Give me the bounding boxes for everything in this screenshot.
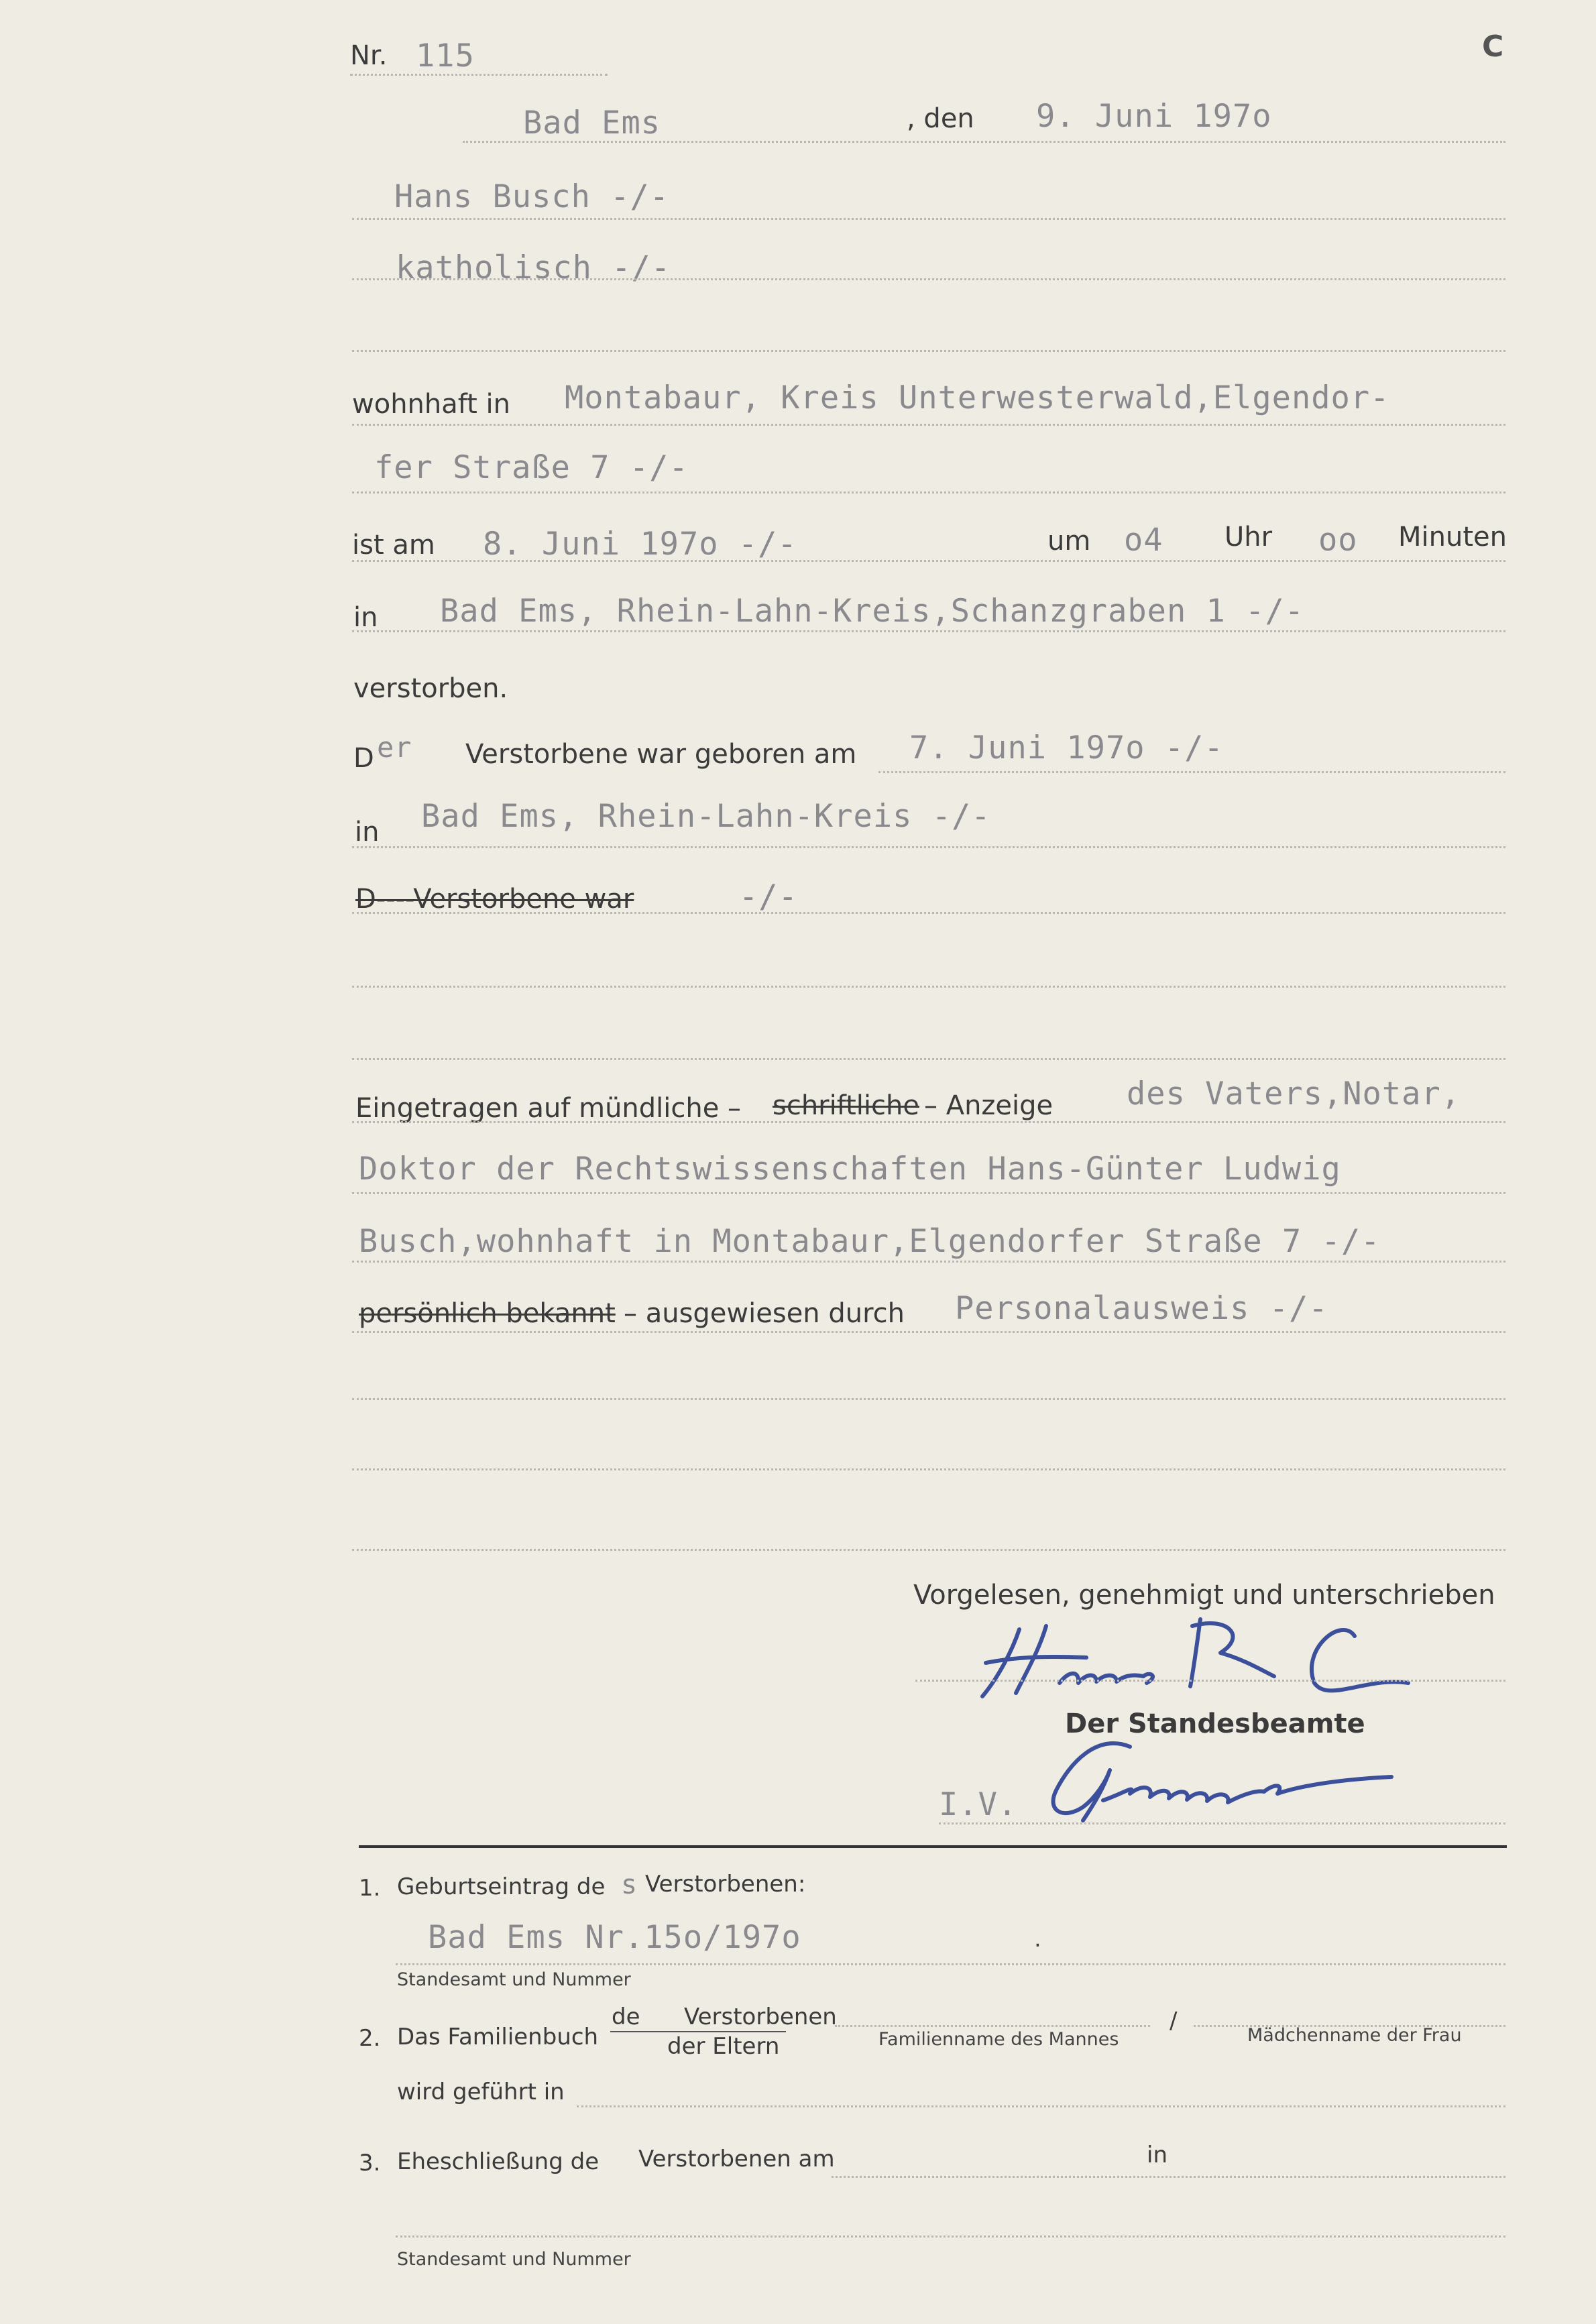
- birth-d-label: D: [353, 743, 374, 774]
- footer-item1-value: Bad Ems Nr.15o/197o: [428, 1919, 801, 1956]
- entry-label-end: – Anzeige: [924, 1090, 1053, 1121]
- known-struck: persönlich bekannt: [359, 1298, 616, 1329]
- standesamt-label-2: Standesamt und Nummer: [397, 2249, 631, 2270]
- header-place: Bad Ems: [523, 105, 661, 141]
- footer-item2-number: 2.: [359, 2025, 381, 2052]
- nr-value: 115: [416, 38, 475, 74]
- official-label: Der Standesbeamte: [1065, 1708, 1365, 1739]
- entry-line-3-rule: [352, 1261, 1505, 1263]
- blank-line-5: [352, 1468, 1505, 1470]
- death-in-label: in: [353, 602, 378, 633]
- ist-am-label: ist am: [352, 530, 435, 561]
- footer-item1-label-b: Verstorbenen:: [645, 1871, 806, 1898]
- birth-place: Bad Ems, Rhein-Lahn-Kreis -/-: [421, 798, 991, 835]
- entry-line-3: Busch,wohnhaft in Montabaur,Elgendorfer Straße 7 -/-: [359, 1223, 1381, 1260]
- birth-in-label: in: [355, 817, 380, 848]
- verstorben-label: verstorben.: [353, 673, 508, 704]
- footer-item2-line-b: [1194, 2025, 1505, 2027]
- entry-line-2-rule: [352, 1192, 1505, 1194]
- uhr-label: Uhr: [1224, 522, 1273, 553]
- blank-line-1: [352, 350, 1505, 352]
- corner-letter: C: [1482, 30, 1504, 64]
- signature-line-1: [915, 1680, 1505, 1682]
- minuten-label: Minuten: [1398, 522, 1507, 553]
- blank-line-3: [352, 1058, 1505, 1060]
- footer-item3-label: Eheschließung de: [397, 2148, 600, 2175]
- person-religion: katholisch -/-: [396, 249, 671, 286]
- signature-gemmer: [1043, 1730, 1405, 1824]
- address-line-1-rule: [352, 424, 1505, 426]
- footer-item3-in: in: [1147, 2142, 1167, 2168]
- footer-item1-line: [396, 1963, 1505, 1965]
- entry-line-1-rule: [352, 1121, 1505, 1123]
- footer-item2-slash: /: [1170, 2008, 1178, 2034]
- entry-label-start: Eingetragen auf mündliche –: [355, 1093, 742, 1124]
- id-document-line: [352, 1331, 1505, 1333]
- footer-item2-mann: Familienname des Mannes: [878, 2029, 1119, 2050]
- birth-date-line: [878, 771, 1505, 773]
- entry-line-2: Doktor der Rechtswissenschaften Hans-Günter Ludwig: [359, 1151, 1341, 1187]
- footer-item3-line-b: [396, 2235, 1505, 2238]
- header-date: 9. Juni 197o: [1036, 98, 1272, 135]
- person-name: Hans Busch -/-: [394, 178, 670, 215]
- footer-item1-dot: .: [1034, 1926, 1041, 1953]
- standesamt-label-1: Standesamt und Nummer: [397, 1969, 631, 1990]
- footer-item2-eltern: der Eltern: [667, 2033, 780, 2060]
- religion-line: [352, 278, 1505, 280]
- section-divider: [359, 1845, 1507, 1848]
- footer-item1-number: 1.: [359, 1875, 381, 1902]
- den-label: , den: [907, 103, 974, 134]
- read-approved-label: Vorgelesen, genehmigt und unterschrieben: [913, 1580, 1495, 1611]
- id-document: Personalausweis -/-: [955, 1290, 1328, 1327]
- iv-label: I.V.: [939, 1786, 1018, 1823]
- blank-line-6: [352, 1549, 1505, 1551]
- footer-item2-gefuehrt: wird geführt in: [397, 2079, 565, 2105]
- footer-item2-label: Das Familienbuch: [397, 2024, 599, 2050]
- name-line: [352, 218, 1505, 220]
- address-line-2-rule: [352, 491, 1505, 493]
- death-place-line: [352, 630, 1505, 632]
- footer-item3-line: [832, 2176, 1505, 2178]
- death-date: 8. Juni 197o -/-: [483, 526, 797, 563]
- death-minute: oo: [1318, 522, 1358, 559]
- struck-verstorbene-line: D----Verstorbene war: [355, 884, 634, 915]
- address-line-1: Montabaur, Kreis Unterwesterwald,Elgendor-: [565, 380, 1390, 416]
- entry-line-1: des Vaters,Notar,: [1127, 1076, 1461, 1112]
- wohnhaft-label: wohnhaft in: [352, 389, 510, 420]
- birth-text-label: Verstorbene war geboren am: [465, 739, 857, 770]
- signature-line-2: [939, 1822, 1505, 1824]
- footer-item2-verstorbenen: Verstorbenen: [684, 2003, 837, 2030]
- footer-item2-line-a: [835, 2025, 1150, 2027]
- blank-line-2: [352, 986, 1505, 988]
- birth-place-line: [352, 846, 1505, 848]
- nr-label: Nr.: [350, 40, 388, 71]
- death-hour: o4: [1124, 522, 1163, 559]
- footer-item1-label-a: Geburtseintrag de: [397, 1873, 606, 1900]
- blank-line-4: [352, 1398, 1505, 1400]
- known-label: – ausgewiesen durch: [624, 1298, 905, 1329]
- footer-item3-number: 3.: [359, 2150, 381, 2176]
- footer-item3-verstorbenen: Verstorbenen am: [638, 2146, 835, 2172]
- footer-item1-label-s: s: [621, 1869, 638, 1900]
- address-line-2: fer Straße 7 -/-: [374, 449, 689, 486]
- footer-item2-frau: Mädchenname der Frau: [1247, 2025, 1462, 2046]
- um-label: um: [1047, 526, 1091, 557]
- footer-item2-de: de: [612, 2003, 640, 2030]
- nr-line: [350, 74, 608, 76]
- struck-line-rule: [352, 912, 1505, 914]
- footer-item2-fraction-bar: [610, 2031, 786, 2032]
- header-line: [463, 141, 1505, 143]
- entry-struck-written: schriftliche: [773, 1090, 919, 1121]
- death-place: Bad Ems, Rhein-Lahn-Kreis,Schanzgraben 1 -/-: [440, 593, 1305, 630]
- footer-item2-line-c: [577, 2105, 1505, 2107]
- signature-hans-busch: [979, 1609, 1435, 1703]
- birth-er-label: er: [377, 731, 412, 764]
- death-time-line: [352, 560, 1505, 562]
- struck-line-value: -/-: [739, 878, 798, 915]
- birth-date: 7. Juni 197o -/-: [909, 730, 1224, 766]
